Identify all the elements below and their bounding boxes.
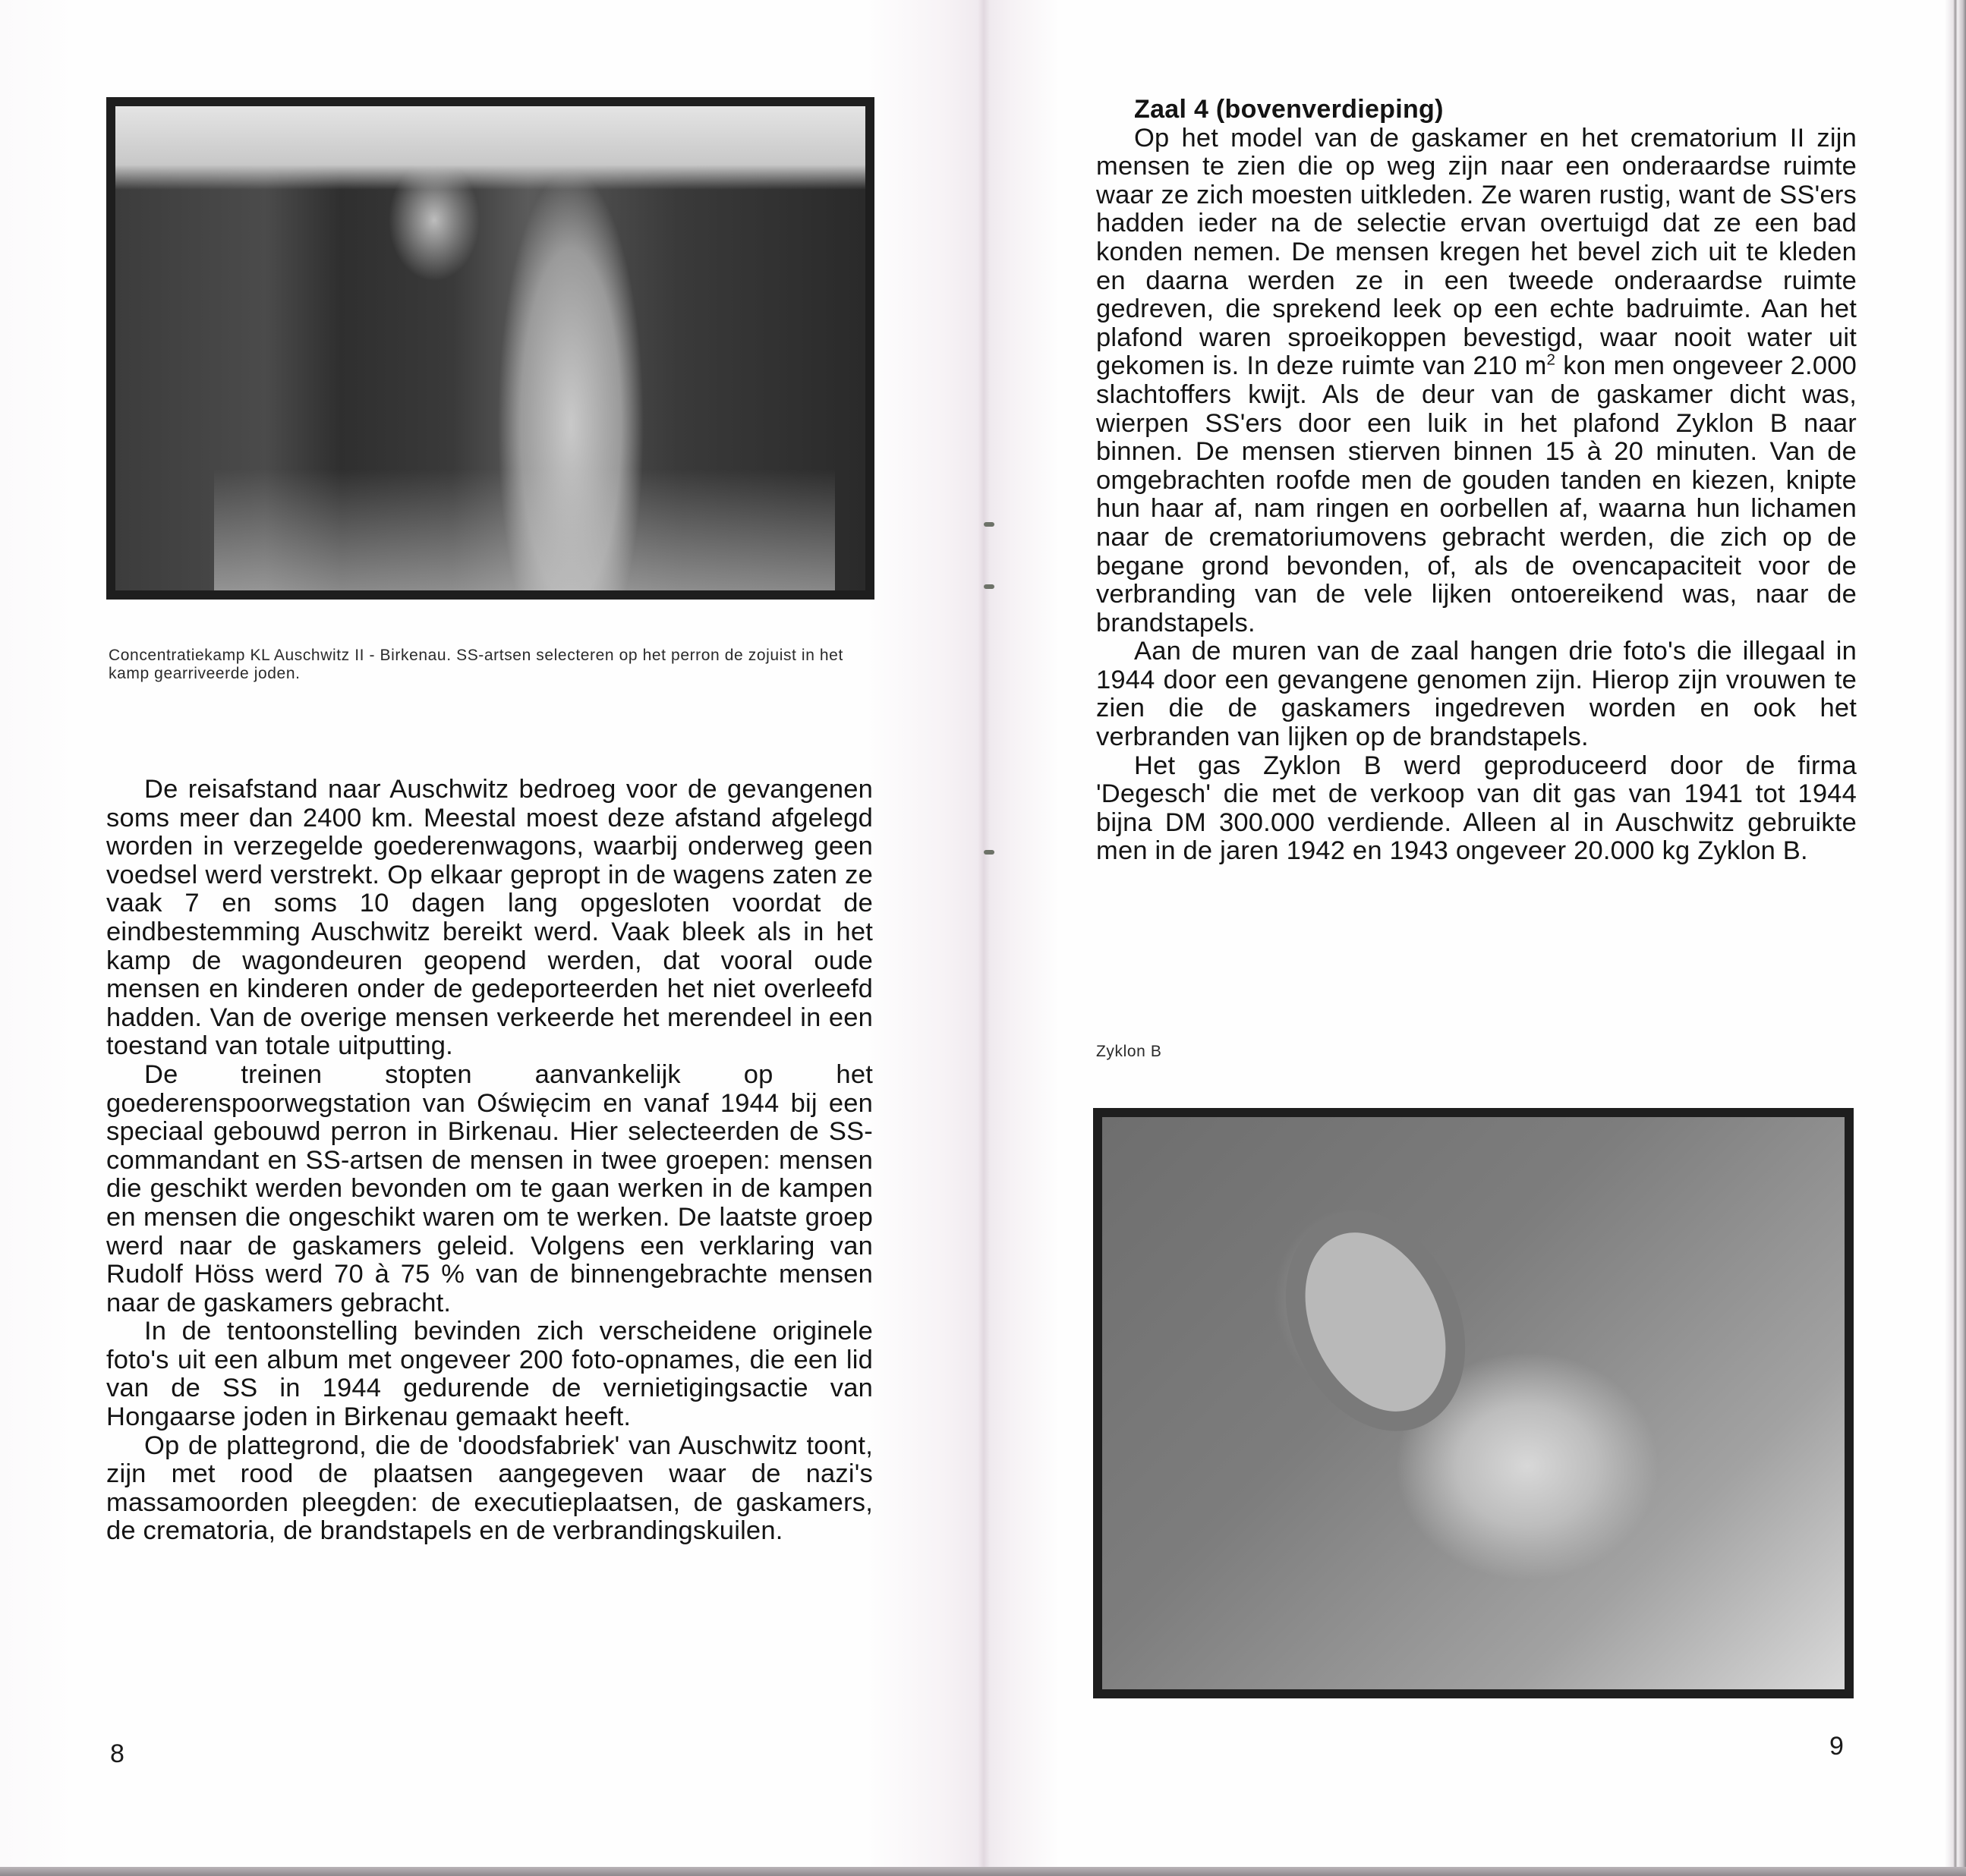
paragraph-part: kon men ongeveer 2.000 slachtoffers kwijt. Als de deur van de gaskamer dicht was, wierpen SS'ers door een luik in het plafond Zyklon B naar binnen. De mensen stierven binnen 15 à 20 minuten. Van de omgebrachten roofde men de gouden tanden en kiezen, knipte hun haar af, nam ringen en oorbellen af, waarna hun lichamen naar de crematoriumovens gebracht werden, die zich op de begane grond bevonden, of, als de ovencapaciteit voor de verbranding van de vele lijken ontoereikend was, naar de brandstapels. (1096, 351, 1857, 637)
staple-icon (984, 584, 994, 589)
section-heading: Zaal 4 (bovenverdieping) (1134, 95, 1444, 124)
paragraph: Op de plattegrond, die de 'doodsfabriek' van Auschwitz toont, zijn met rood de plaatsen aangegeven waar de nazi's massamoorden pleegden: de executieplaatsen, de gaskamers, de crematoria, de brandstapels en de verbrandingskuilen. (106, 1431, 873, 1546)
page-edge (1945, 0, 1966, 1876)
photo-frame-zyklon (1093, 1108, 1854, 1698)
photo-caption: Concentratiekamp KL Auschwitz II - Birkenau. SS-artsen selecteren op het perron de zojuist in het kamp gearriveerde joden. (109, 647, 843, 682)
staple-icon (984, 522, 994, 527)
paragraph-part: Op het model van de gaskamer en het crematorium II zijn mensen te zien die op weg zijn naar een onderaardse ruimte waar ze zich moesten uitkleden. Ze waren rustig, want de SS'ers hadden ieder na de selectie ervan overtuigd dat ze een bad konden nemen. De mensen kregen het bevel zich uit te kleden en daarna werden ze in een tweede onderaardse ruimte gedreven, die sprekend leek op een echte badruimte. Aan het plafond waren sproeikoppen bevestigd, waar nooit water uit gekomen is. In deze ruimte van 210 m (1096, 123, 1857, 381)
page-number: 9 (1829, 1732, 1844, 1761)
spine-gutter (978, 0, 990, 1867)
paragraph: Aan de muren van de zaal hangen drie foto's die illegaal in 1944 door een gevangene genomen zijn. Hierop zijn vrouwen te zien die de gaskamers ingedreven worden en ook het verbranden van lijken op de brandstapels. (1096, 637, 1857, 752)
paragraph (1096, 124, 1857, 638)
page-number: 8 (110, 1739, 124, 1768)
left-body-text (106, 776, 873, 1546)
staple-icon (984, 850, 994, 855)
paragraph: In de tentoonstelling bevinden zich verscheidene originele foto's uit een album met ongeveer 200 foto-opnames, die een lid van de SS in 1944 gedurende de vernietigingsactie van Hongaarse joden in Birkenau gemaakt heeft. (106, 1317, 873, 1432)
page-left (0, 0, 983, 1867)
paragraph: De reisafstand naar Auschwitz bedroeg voor de gevangenen soms meer dan 2400 km. Meestal moest deze afstand afgelegd worden in verzegelde goederenwagons, waarbij onderweg geen voedsel werd verstrekt. Op elkaar gepropt in de wagens zaten ze vaak 7 en soms 10 dagen lang opgesloten voordat de eindbestemming Auschwitz bereikt werd. Vaak bleek als in het kamp de wagondeuren geopend werden, dat vooral oude mensen en kinderen onder de gedeporteerden het niet overleefd hadden. Van de overige mensen verkeerde het merendeel in een toestand van totale uitputting. (106, 775, 873, 1061)
photo-caption: Zyklon B (1096, 1043, 1162, 1060)
zyklon-can-photo-icon (1102, 1117, 1845, 1689)
selection-photo-icon (115, 106, 865, 590)
photo-frame-selection (106, 97, 874, 600)
right-body-text (1096, 96, 1857, 866)
page-edge (0, 1867, 1966, 1876)
can-shape (1252, 1184, 1499, 1461)
paragraph: Het gas Zyklon B werd geproduceerd door de firma 'Degesch' die met de verkoop van dit gas van 1941 tot 1944 bijna DM 300.000 verdiende. Alleen al in Auschwitz gebruikte men in de jaren 1942 en 1943 ongeveer 20.000 kg Zyklon B. (1096, 751, 1857, 866)
superscript: 2 (1546, 351, 1556, 369)
paragraph: De treinen stopten aanvankelijk op het goederenspoorwegstation van Oświęcim en vanaf 1944 bij een speciaal gebouwd perron in Birkenau. Hier selecteerden de SS-commandant en SS-artsen de mensen in twee groepen: mensen die geschikt werden bevonden om te gaan werken in de kampen en mensen die ongeschikt waren om te werken. De laatste groep werd naar de gaskamers geleid. Volgens een verklaring van Rudolf Höss werd 70 à 75 % van de binnengebrachte mensen naar de gaskamers gebracht. (106, 1059, 873, 1317)
